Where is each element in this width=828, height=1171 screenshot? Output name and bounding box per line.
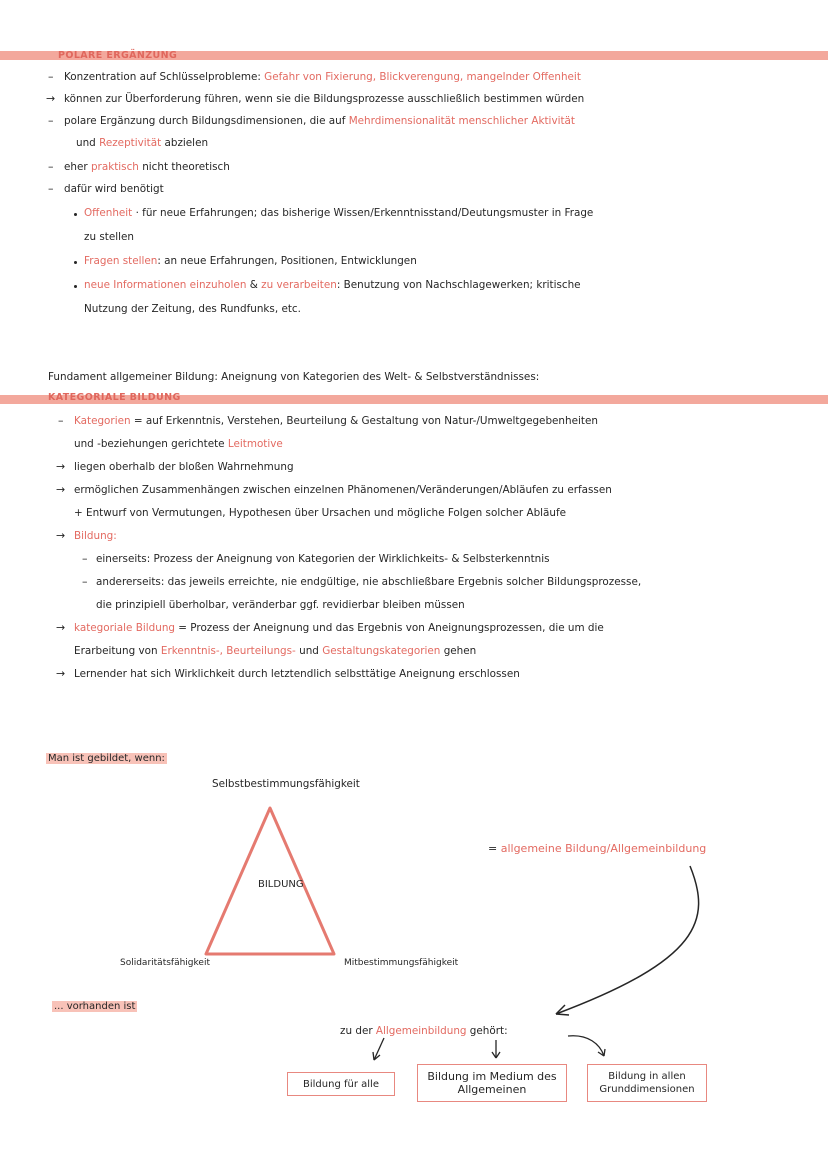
line-rezeptivitaet: und Rezeptivität abzielen	[76, 137, 209, 149]
dash-marker: –	[82, 552, 88, 565]
label-allgemeine-bildung: = allgemeine Bildung/Allgemeinbildung	[488, 842, 707, 855]
bullet-informationen-cont: Nutzung der Zeitung, des Rundfunks, etc.	[84, 303, 301, 315]
box-bildung-im-medium: Bildung im Medium des Allgemeinen	[417, 1064, 567, 1102]
box-bildung-fuer-alle: Bildung für alle	[287, 1072, 395, 1096]
line-benoetigt: dafür wird benötigt	[64, 183, 164, 195]
line-ueberforderung: können zur Überforderung führen, wenn sie die Bildungsprozesse ausschließlich bestimmen würden	[64, 93, 585, 105]
line-vermutungen: + Entwurf von Vermutungen, Hypothesen über Ursachen und mögliche Folgen solcher Abläufe	[74, 507, 567, 519]
label-vorhanden: ... vorhanden ist	[54, 1001, 136, 1012]
arrow-marker: →	[56, 667, 66, 680]
dash-marker: –	[58, 414, 64, 427]
dash-marker: –	[48, 160, 54, 173]
section-title-polare-ergaenzung: POLARE ERGÄNZUNG	[58, 50, 178, 61]
curved-arrow	[556, 866, 699, 1014]
line-kategorien: Kategorien = auf Erkenntnis, Verstehen, Beurteilung & Gestaltung von Natur-/Umweltgegebenheiten	[74, 415, 598, 427]
dash-marker: –	[48, 70, 54, 83]
line-polare-ergaenzung: polare Ergänzung durch Bildungsdimensionen, die auf Mehrdimensionalität menschlicher Aktivität	[64, 115, 575, 127]
intro-fundament: Fundament allgemeiner Bildung: Aneignung von Kategorien des Welt- & Selbstverständnisses:	[48, 371, 540, 383]
label-selbstbestimmung: Selbstbestimmungsfähigkeit	[212, 778, 360, 790]
dash-marker: –	[82, 575, 88, 588]
arrow-marker: →	[56, 483, 66, 496]
arrow-box1	[374, 1038, 384, 1060]
line-erarbeitung: Erarbeitung von Erkenntnis-, Beurteilungs- und Gestaltungskategorien gehen	[74, 645, 477, 657]
line-praktisch: eher praktisch nicht theoretisch	[64, 161, 230, 173]
line-kategoriale-bildung: kategoriale Bildung = Prozess der Aneignung und das Ergebnis von Aneignungsprozessen, die um die	[74, 622, 604, 634]
line-leitmotive: und -beziehungen gerichtete Leitmotive	[74, 438, 283, 450]
arrow-marker: →	[46, 92, 56, 105]
section-title-kategoriale-bildung: KATEGORIALE BILDUNG	[48, 392, 181, 403]
bullet-offenheit: Offenheit · für neue Erfahrungen; das bisherige Wissen/Erkenntnisstand/Deutungsmuster in Frage	[84, 207, 594, 219]
dash-marker: –	[48, 182, 54, 195]
bullet-offenheit-cont: zu stellen	[84, 231, 134, 243]
line-schluesselprobleme: Konzentration auf Schlüsselprobleme: Gefahr von Fixierung, Blickverengung, mangelnder Offenheit	[64, 71, 581, 83]
bullet-fragen-stellen: Fragen stellen: an neue Erfahrungen, Positionen, Entwicklungen	[84, 255, 417, 267]
dash-marker: –	[48, 114, 54, 127]
bullet-informationen: neue Informationen einzuholen & zu verarbeiten: Benutzung von Nachschlagewerken; kritische	[84, 279, 581, 291]
label-mitbestimmung: Mitbestimmungsfähigkeit	[344, 958, 459, 968]
arrow-marker: →	[56, 460, 66, 473]
label-solidaritaet: Solidaritätsfähigkeit	[120, 958, 210, 968]
line-einerseits: einerseits: Prozess der Aneignung von Kategorien der Wirklichkeits- & Selbsterkenntnis	[96, 553, 550, 565]
box-bildung-grunddimensionen: Bildung in allen Grunddimensionen	[587, 1064, 707, 1102]
line-zusammenhaenge: ermöglichen Zusammenhängen zwischen einzelnen Phänomenen/Veränderungen/Abläufen zu erfassen	[74, 484, 612, 496]
line-prinzipiell: die prinzipiell überholbar, veränderbar ggf. revidierbar bleiben müssen	[96, 599, 465, 611]
diagram-heading: Man ist gebildet, wenn:	[48, 753, 165, 764]
arrow-marker: →	[56, 621, 66, 634]
arrow-marker: →	[56, 529, 66, 542]
line-lernender: Lernender hat sich Wirklichkeit durch letztendlich selbsttätige Aneignung erschlossen	[74, 668, 520, 680]
label-bildung-center: BILDUNG	[258, 879, 304, 890]
label-gehoert: zu der Allgemeinbildung gehört:	[340, 1025, 508, 1037]
line-andererseits: andererseits: das jeweils erreichte, nie endgültige, nie abschließbare Ergebnis solcher Bildungsprozesse,	[96, 576, 642, 588]
line-bildung-heading: Bildung:	[74, 530, 117, 542]
line-wahrnehmung: liegen oberhalb der bloßen Wahrnehmung	[74, 461, 294, 473]
